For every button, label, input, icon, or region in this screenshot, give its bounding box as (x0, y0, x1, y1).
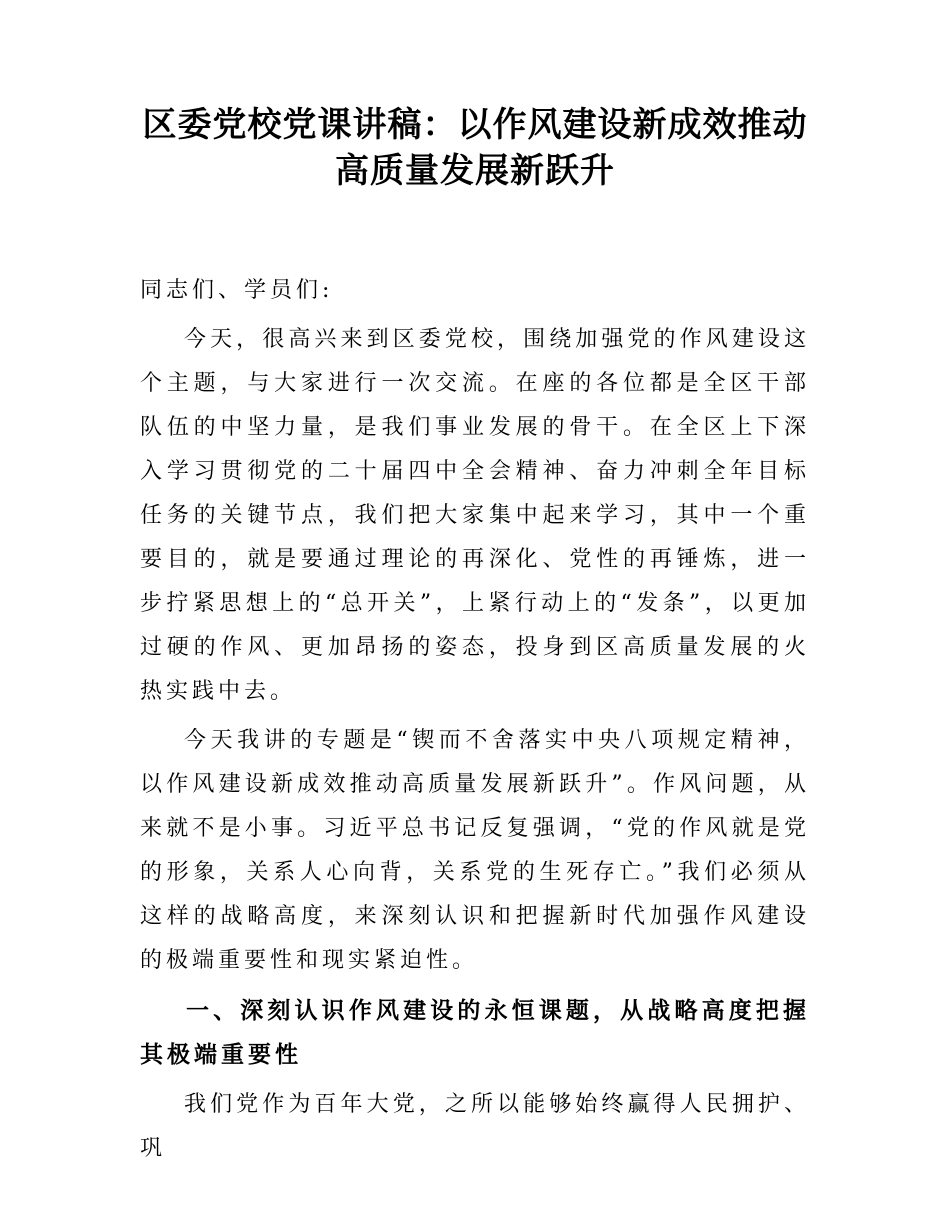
salutation-line: 同志们、学员们: (140, 278, 334, 303)
body-paragraph-3-truncated: 我们党作为百年大党，之所以能够始终赢得人民拥护、巩 (140, 1092, 810, 1161)
document-title: 区委党校党课讲稿：以作风建设新成效推动高质量发展新跃升 (142, 105, 808, 191)
section-heading-1: 一、深刻认识作风建设的永恒课题，从战略高度把握其极端重要性 (140, 998, 810, 1068)
body-paragraph-1: 今天，很高兴来到区委党校，围绕加强党的作风建设这个主题，与大家进行一次交流。在座的各位都是全区干部队伍的中坚力量，是我们事业发展的骨干。在全区上下深入学习贯彻党的二十届四中全会精神、奋力冲刺全年目标任务的关键节点，我们把大家集中起来学习，其中一个重要目的，就是要通过理论的再深化、党性的再锤炼，进一步拧紧思想上的“总开关”，上紧行动上的“发条”，以更加过硬的作风、更加昂扬的姿态，投身到区高质量发展的火热实践中去。 (140, 327, 810, 704)
body-paragraph-2: 今天我讲的专题是“锲而不舍落实中央八项规定精神，以作风建设新成效推动高质量发展新跃升”。作风问题，从来就不是小事。习近平总书记反复强调，“党的作风就是党的形象，关系人心向背，关系党的生死存亡。”我们必须从这样的战略高度，来深刻认识和把握新时代加强作风建设的极端重要性和现实紧迫性。 (140, 728, 810, 973)
